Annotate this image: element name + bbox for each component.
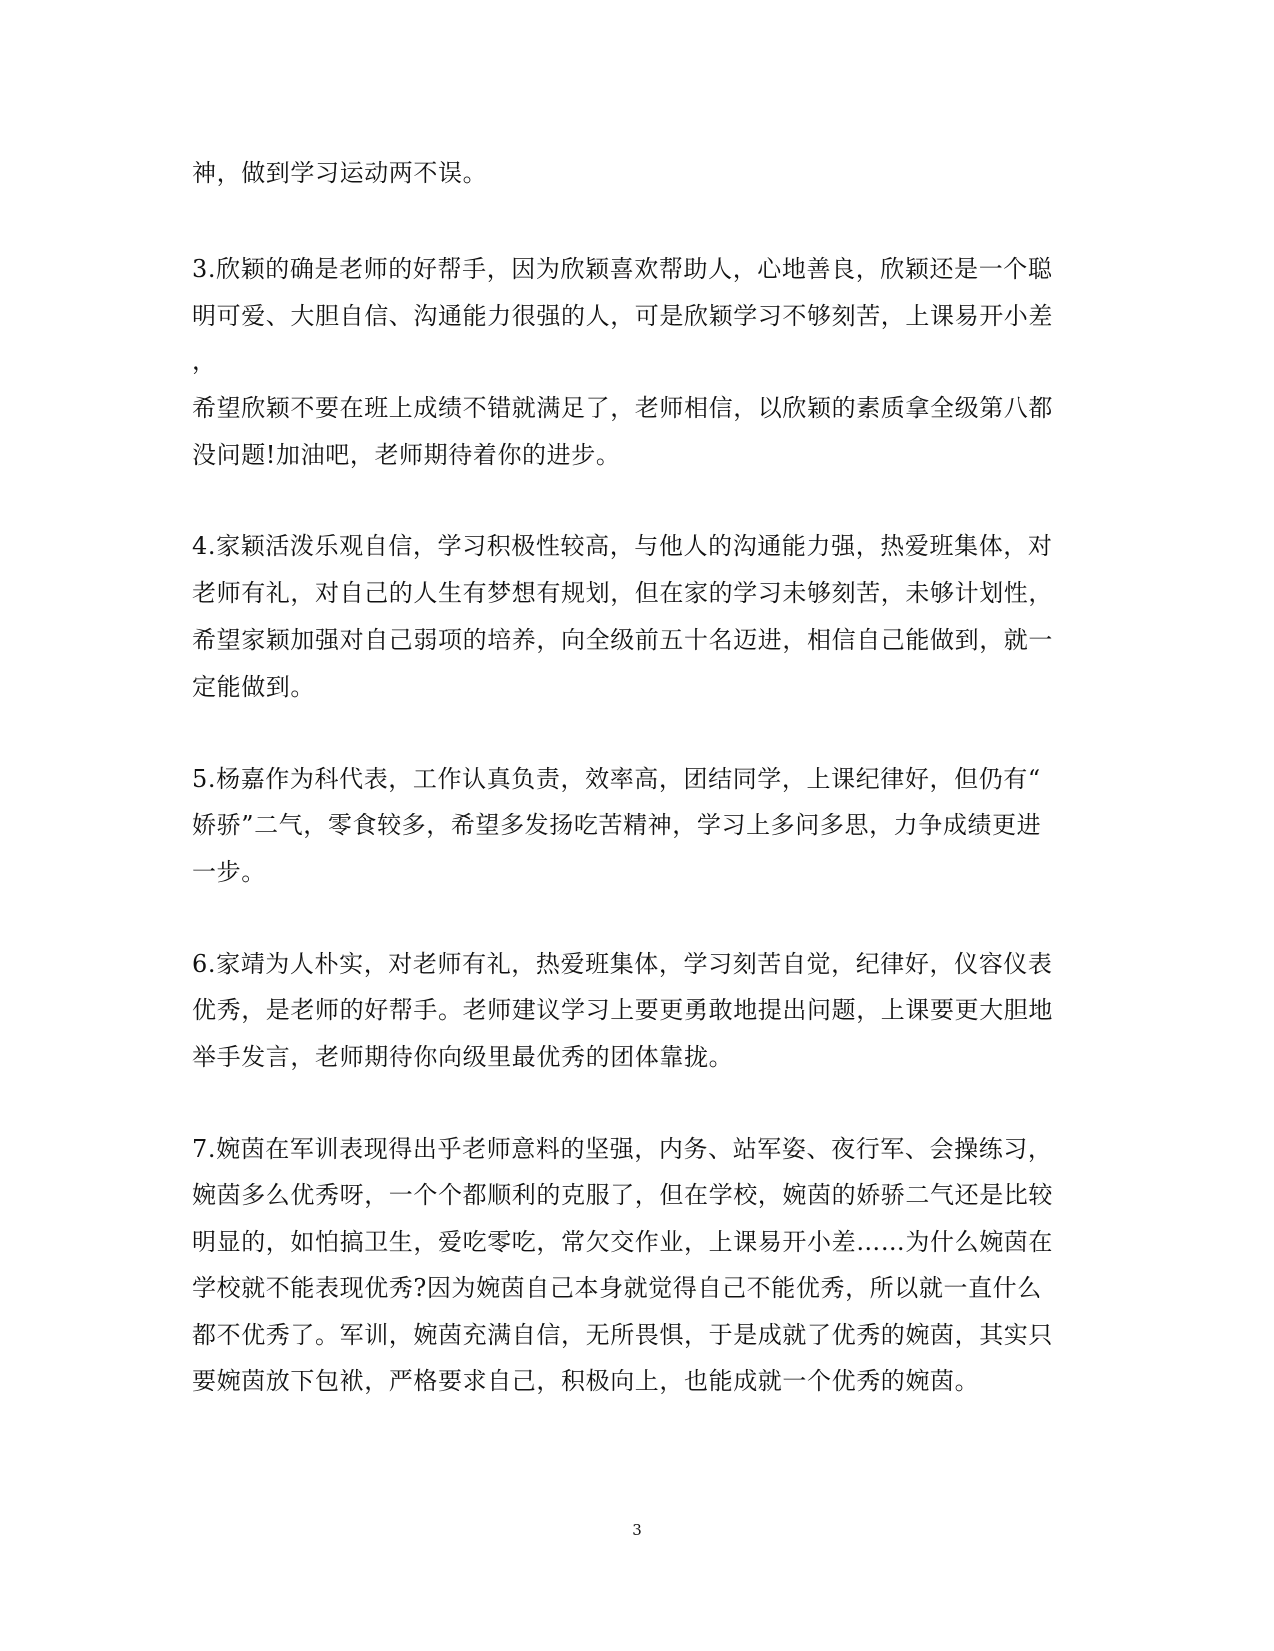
text-line: 要婉茵放下包袱，严格要求自己，积极向上，也能成就一个优秀的婉茵。	[192, 1367, 980, 1395]
text-line: 定能做到。	[192, 673, 315, 701]
text-line: 明可爱、大胆自信、沟通能力很强的人，可是欣颖学习不够刻苦，上课易开小差	[192, 302, 1053, 330]
text-line: 7.婉茵在军训表现得出乎老师意料的坚强，内务、站军姿、夜行军、会操练习，	[192, 1135, 1053, 1163]
text-line: 举手发言，老师期待你向级里最优秀的团体靠拢。	[192, 1043, 734, 1071]
text-line: 4.家颖活泼乐观自信，学习积极性较高，与他人的沟通能力强，热爱班集体，对	[192, 532, 1053, 560]
text-line: 明显的，如怕搞卫生，爱吃零吃，常欠交作业，上课易开小差……为什么婉茵在	[192, 1228, 1053, 1256]
text-line: 希望家颖加强对自己弱项的培养，向全级前五十名迈进，相信自己能做到，就一	[192, 626, 1053, 654]
text-line: 婉茵多么优秀呀，一个个都顺利的克服了，但在学校，婉茵的娇骄二气还是比较	[192, 1181, 1053, 1209]
text-line: 神，做到学习运动两不误。	[192, 159, 488, 187]
text-line: 希望欣颖不要在班上成绩不错就满足了，老师相信，以欣颖的素质拿全级第八都	[192, 394, 1053, 422]
text-line: 没问题!加油吧，老师期待着你的进步。	[192, 441, 621, 469]
text-line: 都不优秀了。军训，婉茵充满自信，无所畏惧，于是成就了优秀的婉茵，其实只	[192, 1321, 1053, 1349]
text-line: 5.杨嘉作为科代表，工作认真负责，效率高，团结同学，上课纪律好，但仍有“	[192, 765, 1041, 793]
text-line: 娇骄”二气，零食较多，希望多发扬吃苦精神，学习上多问多思，力争成绩更进	[192, 811, 1042, 839]
text-line: 老师有礼，对自己的人生有梦想有规划，但在家的学习未够刻苦，未够计划性，	[192, 579, 1053, 607]
text-line: 6.家靖为人朴实，对老师有礼，热爱班集体，学习刻苦自觉，纪律好，仪容仪表	[192, 950, 1053, 978]
text-line: 3.欣颖的确是老师的好帮手，因为欣颖喜欢帮助人，心地善良，欣颖还是一个聪	[192, 255, 1053, 283]
page-number: 3	[632, 1521, 642, 1539]
text-line: ，	[192, 347, 217, 375]
text-line: 优秀，是老师的好帮手。老师建议学习上要更勇敢地提出问题，上课要更大胆地	[192, 996, 1053, 1024]
text-line: 学校就不能表现优秀?因为婉茵自己本身就觉得自己不能优秀，所以就一直什么	[192, 1274, 1042, 1302]
text-line: 一步。	[192, 858, 266, 886]
